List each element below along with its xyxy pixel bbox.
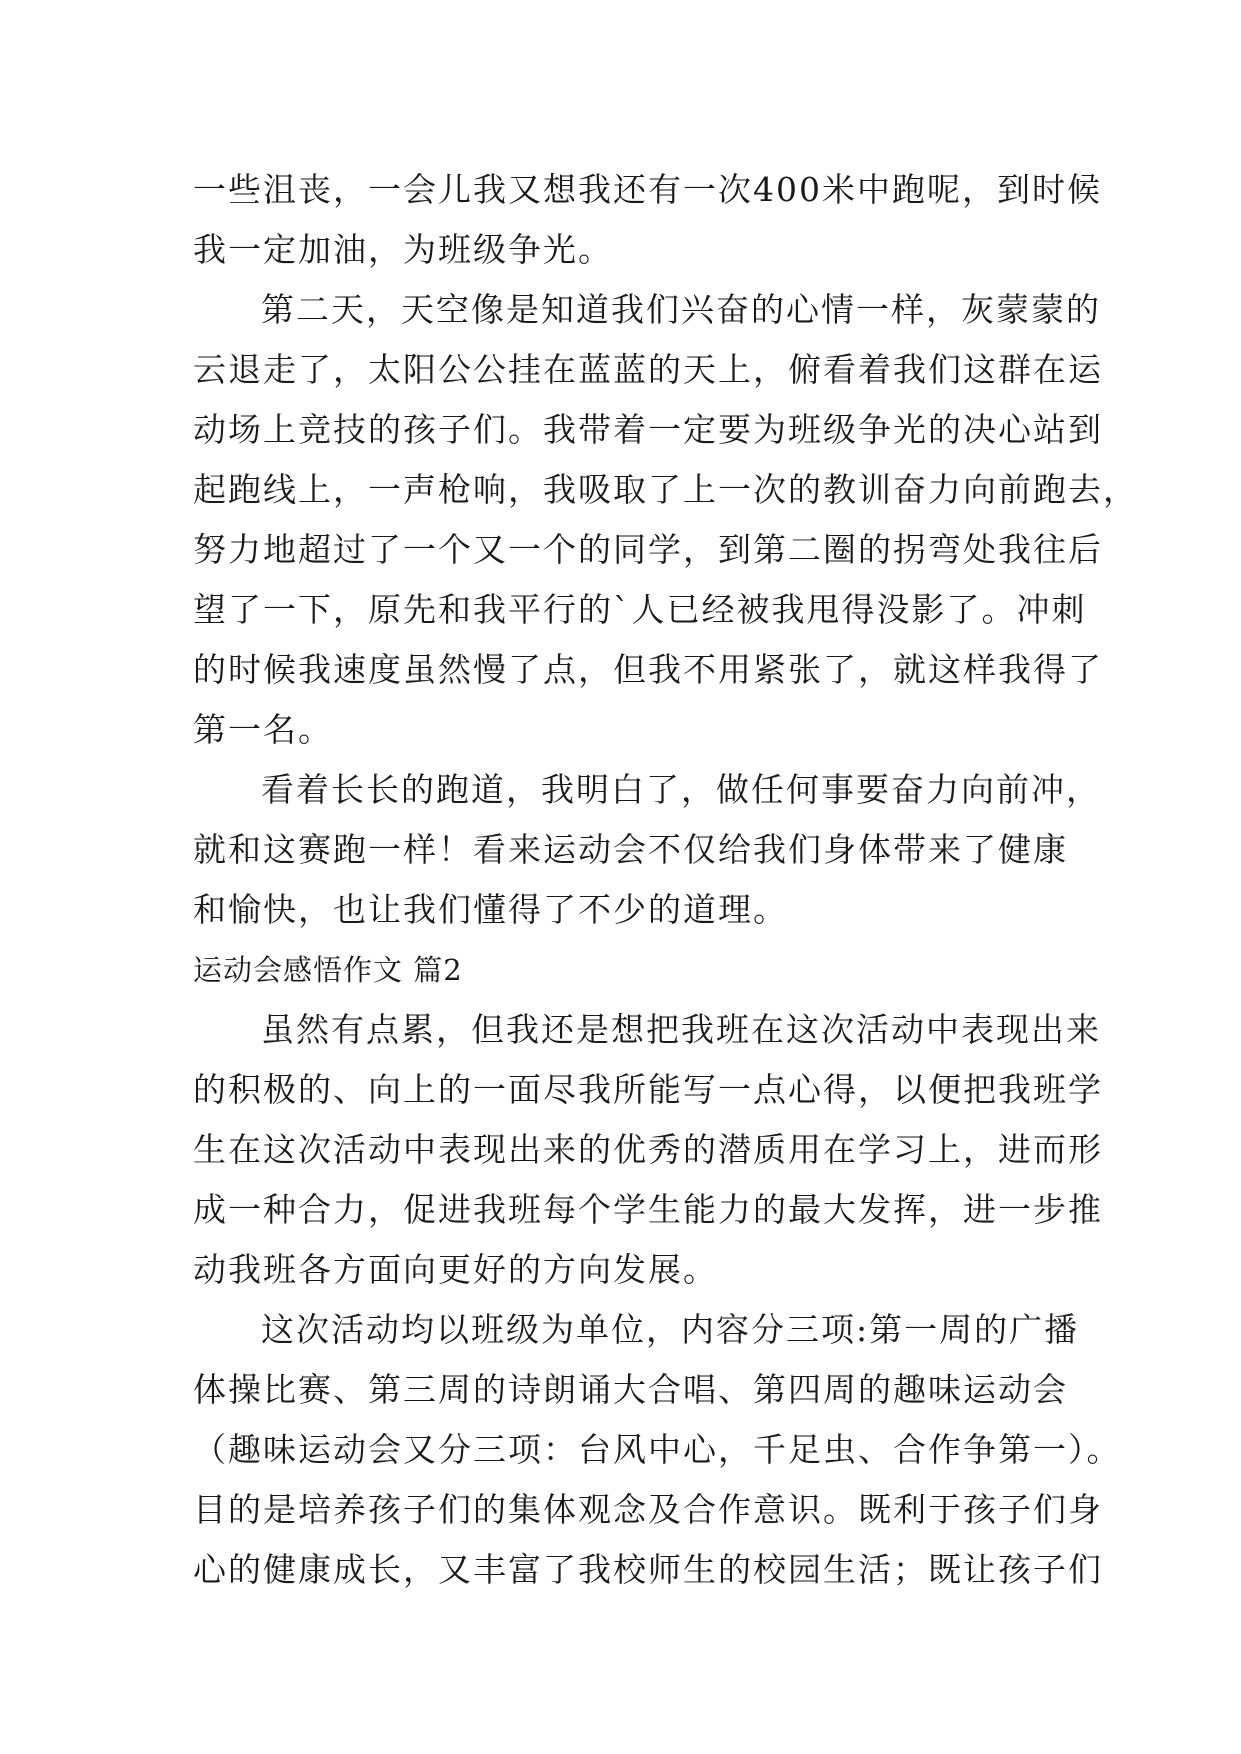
text-line: 第二天，天空像是知道我们兴奋的心情一样，灰蒙蒙的	[261, 290, 1101, 329]
text-line: 的积极的、向上的一面尽我所能写一点心得，以便把我班学	[193, 1070, 1103, 1109]
text-line: 我一定加油，为班级争光。	[193, 230, 613, 269]
text-line: 的时候我速度虽然慢了点，但我不用紧张了，就这样我得了	[193, 650, 1103, 689]
text-line: （趣味运动会又分三项：台风中心，千足虫、合作争第一）。	[193, 1430, 1122, 1469]
text-line: 第一名。	[193, 710, 333, 749]
text-line: 望了一下，原先和我平行的`人已经被我甩得没影了。冲刺	[193, 590, 1087, 629]
text-line: 和愉快，也让我们懂得了不少的道理。	[193, 890, 788, 929]
text-line: 这次活动均以班级为单位，内容分三项:第一周的广播	[261, 1310, 1080, 1349]
text-line: 动我班各方面向更好的方向发展。	[193, 1250, 718, 1289]
text-line: 看着长长的跑道，我明白了，做任何事要奋力向前冲，	[261, 770, 1101, 809]
text-line: 云退走了，太阳公公挂在蓝蓝的天上，俯看着我们这群在运	[193, 350, 1103, 389]
text-line: 努力地超过了一个又一个的同学，到第二圈的拐弯处我往后	[193, 530, 1103, 569]
text-line: 生在这次活动中表现出来的优秀的潜质用在学习上，进而形	[193, 1130, 1103, 1169]
text-line: 心的健康成长，又丰富了我校师生的校园生活；既让孩子们	[193, 1550, 1103, 1589]
text-line: 起跑线上，一声枪响，我吸取了上一次的教训奋力向前跑去，	[193, 470, 1138, 509]
document-body	[193, 160, 1138, 1600]
text-line: 虽然有点累，但我还是想把我班在这次活动中表现出来	[261, 1010, 1101, 1049]
section-heading: 运动会感悟作文 篇2	[193, 953, 463, 987]
text-line: 一些沮丧，一会儿我又想我还有一次400米中跑呢，到时候	[193, 170, 1102, 209]
text-line: 目的是培养孩子们的集体观念及合作意识。既利于孩子们身	[193, 1490, 1103, 1529]
text-line: 成一种合力，促进我班每个学生能力的最大发挥，进一步推	[193, 1190, 1103, 1229]
text-line: 动场上竞技的孩子们。我带着一定要为班级争光的决心站到	[193, 410, 1103, 449]
text-line: 体操比赛、第三周的诗朗诵大合唱、第四周的趣味运动会	[193, 1370, 1068, 1409]
text-line: 就和这赛跑一样！看来运动会不仅给我们身体带来了健康	[193, 830, 1068, 869]
